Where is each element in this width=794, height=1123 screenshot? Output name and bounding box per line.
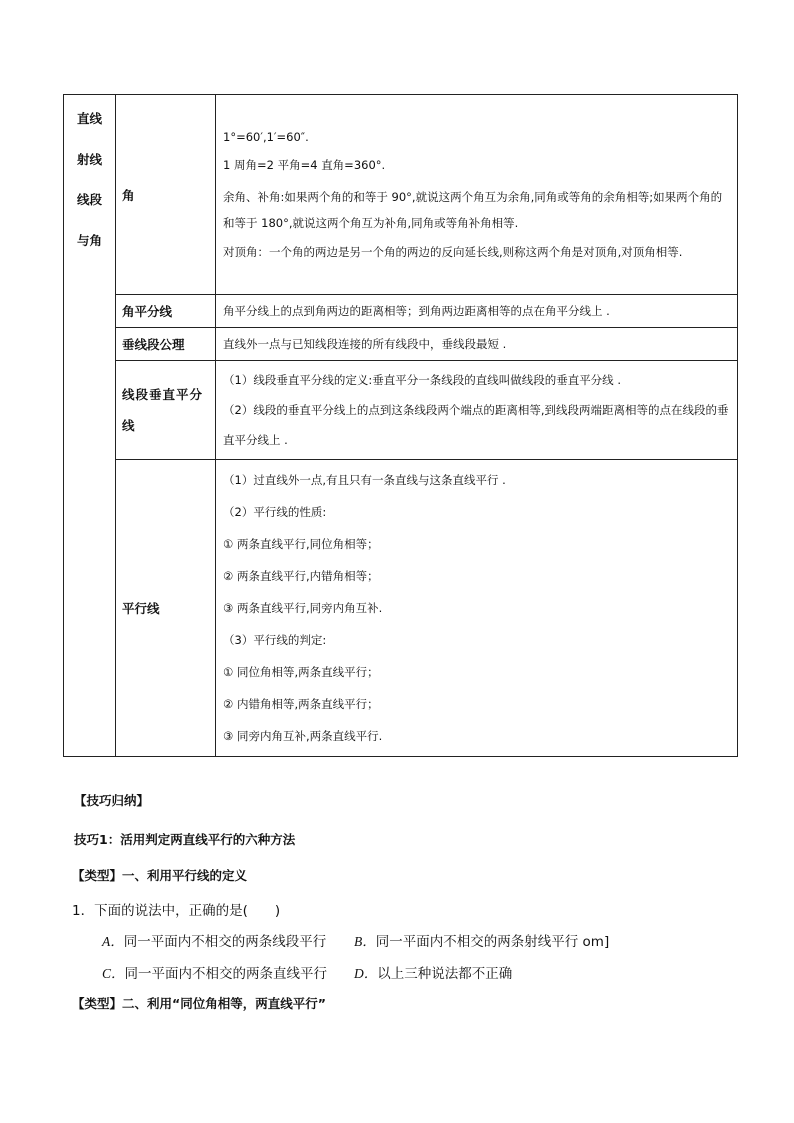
row-content-angle <box>216 95 738 295</box>
row-label-parallel: 平行线 <box>116 460 216 757</box>
row-content-bisector <box>216 295 738 328</box>
content-line: ① 同位角相等,两条直线平行； <box>223 665 379 679</box>
option-b <box>354 930 609 950</box>
content-line: 直线外一点与已知线段连接的所有线段中，垂线段最短 . <box>223 337 507 351</box>
option-letter: D． <box>354 966 378 981</box>
content-line: 余角、补角:如果两个角的和等于 90°,就说这两个角互为余角,同角或等角的余角相等;如果两个角的和等于 180°,就说这两个角互为补角,同角或等角补角相等. <box>223 189 723 230</box>
table-row-angle <box>64 95 738 295</box>
topic-char-3: 线段 <box>76 192 102 207</box>
content-line: （1）过直线外一点,有且只有一条直线与这条直线平行 . <box>223 473 506 487</box>
row-label-perpendicular: 垂线段公理 <box>116 328 216 361</box>
row-label-perp-bisector: 线段垂直平分线 <box>116 361 216 460</box>
option-text: 以上三种说法都不正确 <box>377 966 513 982</box>
content-line: 角平分线上的点到角两边的距离相等；到角两边距离相等的点在角平分线上 . <box>223 304 610 318</box>
question-stem: 下面的说法中，正确的是( ) <box>94 903 281 919</box>
option-letter: A． <box>102 934 124 949</box>
row-content-parallel <box>216 460 738 757</box>
type-heading-2: 【类型】二、利用“同位角相等，两直线平行” <box>72 996 326 1011</box>
table-row-parallel <box>64 460 738 757</box>
content-line: 1 周角=2 平角=4 直角=360°. <box>223 157 386 172</box>
row-label-angle: 角 <box>116 95 216 295</box>
table-row-perp-bisector <box>64 361 738 460</box>
option-letter: C． <box>102 966 125 981</box>
topic-char-2: 射线 <box>76 151 102 167</box>
content-line: 对顶角：一个角的两边是另一个角的两边的反向延长线,则称这两个角是对顶角,对顶角相等. <box>223 244 683 259</box>
option-text: 同一平面内不相交的两条线段平行 <box>123 934 327 950</box>
option-letter: B． <box>354 934 376 949</box>
row-label-bisector: 角平分线 <box>116 295 216 328</box>
content-line: 1°=60′,1′=60″. <box>223 129 309 144</box>
table-row-bisector <box>64 295 738 328</box>
option-text: 同一平面内不相交的两条射线平行 om] <box>375 934 610 950</box>
content-line: （2）线段的垂直平分线上的点到这条线段两个端点的距离相等,到线段两端距离相等的点在线段的垂直平分线上 . <box>223 403 729 447</box>
skill-title: 技巧1：活用判定两直线平行的六种方法 <box>74 832 296 847</box>
question-number: 1． <box>72 903 95 919</box>
topic-char-4: 与角 <box>76 232 102 248</box>
topic-cell <box>64 95 116 757</box>
content-line: ② 两条直线平行,内错角相等； <box>223 569 379 583</box>
option-text: 同一平面内不相交的两条直线平行 <box>124 966 328 982</box>
content-line: （3）平行线的判定: <box>223 633 327 647</box>
type-heading-1: 【类型】一、利用平行线的定义 <box>72 868 248 883</box>
content-line: ③ 两条直线平行,同旁内角互补. <box>223 601 383 615</box>
content-line: ② 内错角相等,两条直线平行； <box>223 697 379 711</box>
table-row-perpendicular <box>64 328 738 361</box>
question-1 <box>72 899 280 919</box>
row-content-perpendicular <box>216 328 738 361</box>
option-d <box>354 962 512 982</box>
content-line: （1）线段垂直平分线的定义:垂直平分一条线段的直线叫做线段的垂直平分线 . <box>223 373 621 387</box>
section-heading: 【技巧归纳】 <box>74 793 150 808</box>
content-line: ① 两条直线平行,同位角相等； <box>223 537 379 551</box>
option-a <box>102 930 326 950</box>
row-content-perp-bisector <box>216 361 738 460</box>
option-c <box>102 962 327 982</box>
topic-char-1: 直线 <box>76 111 102 126</box>
content-line: （2）平行线的性质: <box>223 505 327 519</box>
content-line: ③ 同旁内角互补,两条直线平行. <box>223 729 383 743</box>
knowledge-table <box>63 94 738 757</box>
